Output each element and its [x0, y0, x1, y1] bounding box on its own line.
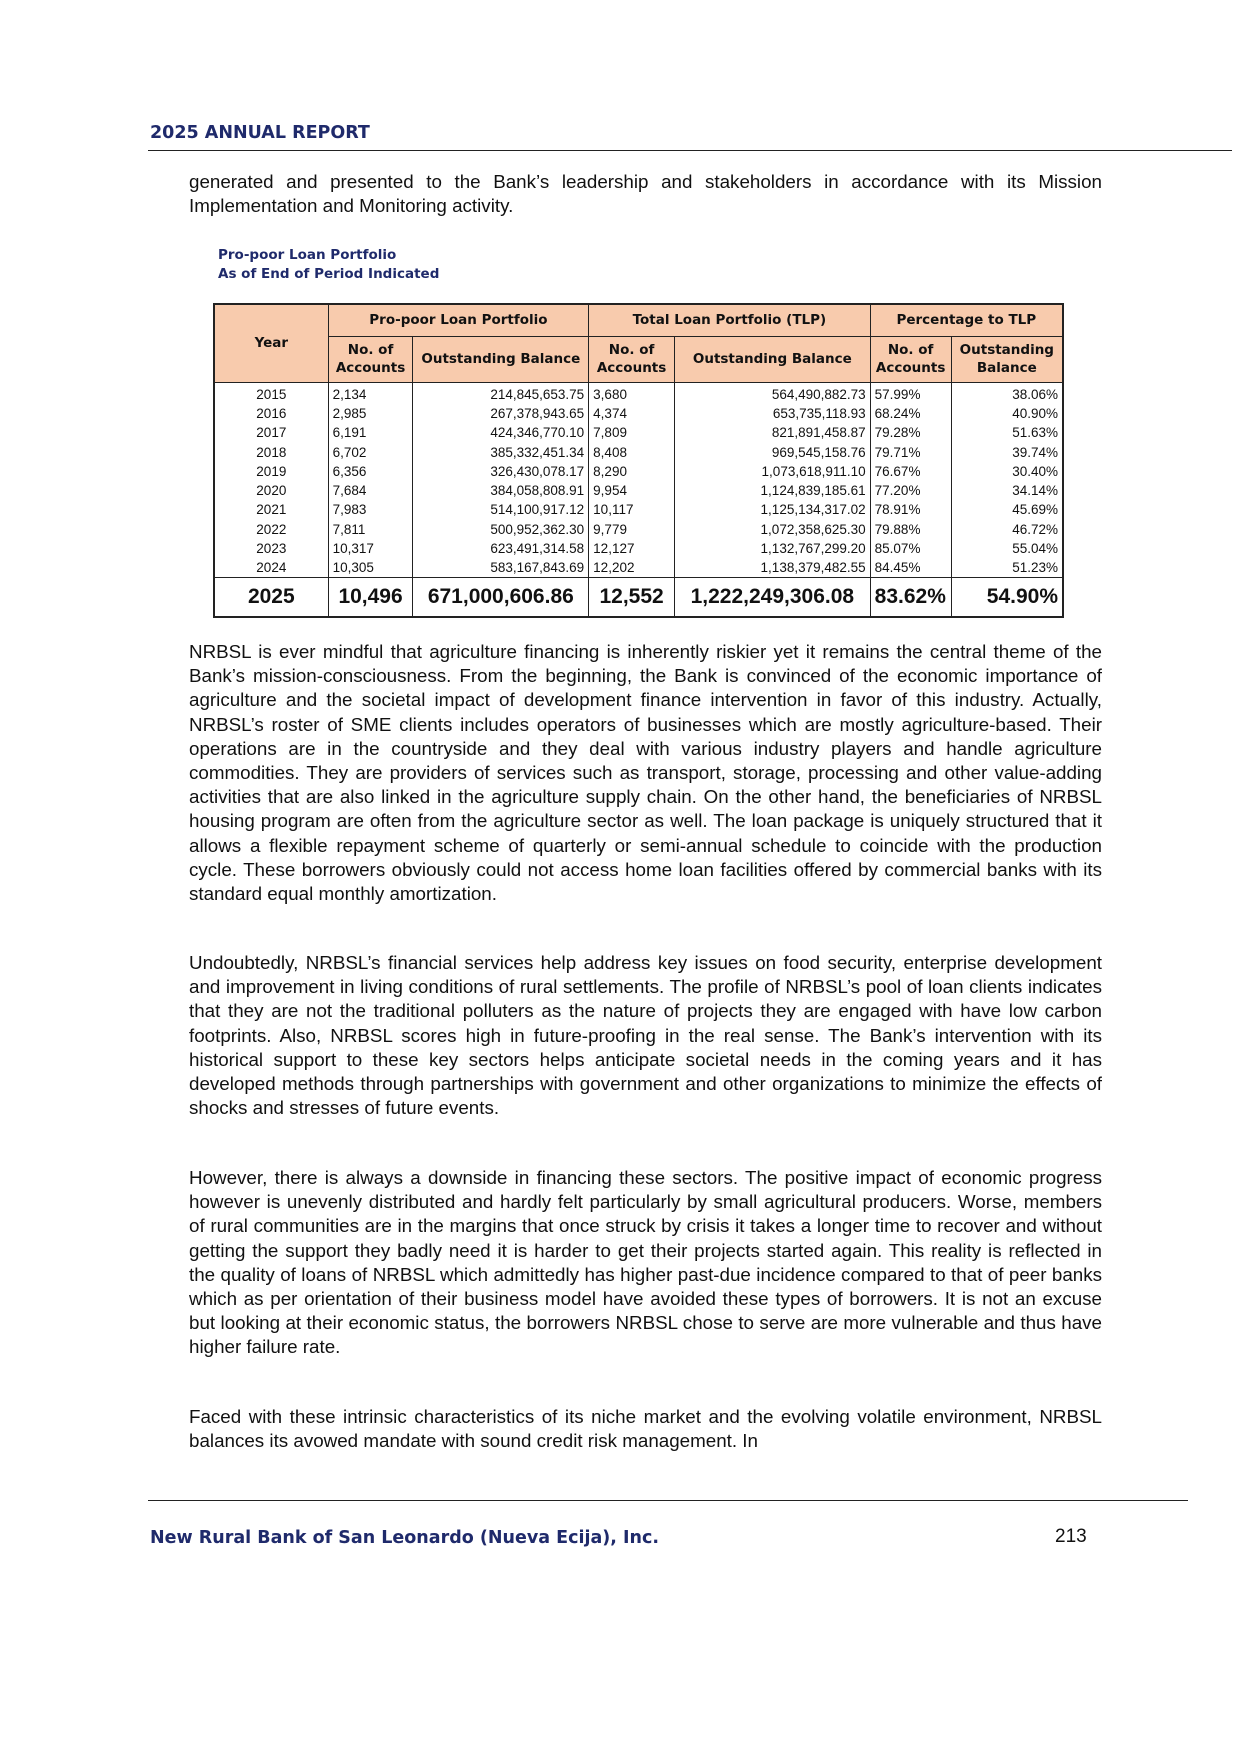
cell-pct-accounts: 79.88%: [870, 520, 951, 539]
cell-pct-balance: 30.40%: [951, 462, 1063, 481]
cell-year: 2023: [214, 539, 328, 558]
cell-propoor-accounts: 6,191: [328, 423, 413, 442]
group-header-total: Total Loan Portfolio (TLP): [589, 304, 870, 336]
col-header-total-accounts: No. of Accounts: [589, 336, 675, 382]
cell-total-balance: 1,124,839,185.61: [675, 481, 871, 500]
table-row: [214, 558, 1063, 578]
table-caption-title: Pro-poor Loan Portfolio: [218, 247, 397, 263]
body-paragraph: Faced with these intrinsic characteristics of its niche market and the evolving volatile environment, NRBSL balances its avowed mandate with sound credit risk management. In: [189, 1406, 1102, 1452]
cell-propoor-accounts: 6,702: [328, 442, 413, 461]
cell-pct-balance: 45.69%: [951, 500, 1063, 519]
cell-propoor-balance: 214,845,653.75: [413, 382, 589, 404]
cell-pct-accounts: 76.67%: [870, 462, 951, 481]
cell-total-accounts: 8,408: [589, 442, 675, 461]
header-divider: [148, 150, 1232, 151]
cell-total-accounts: 4,374: [589, 404, 675, 423]
group-header-propoor: Pro-poor Loan Portfolio: [328, 304, 589, 336]
cell-pct-accounts: 85.07%: [870, 539, 951, 558]
table-row: [214, 442, 1063, 461]
cell-pct-balance: 39.74%: [951, 442, 1063, 461]
cell-total-accounts: 12,552: [589, 578, 675, 618]
cell-propoor-balance: 267,378,943.65: [413, 404, 589, 423]
cell-total-balance: 1,072,358,625.30: [675, 520, 871, 539]
cell-pct-accounts: 78.91%: [870, 500, 951, 519]
footer-divider: [148, 1500, 1188, 1501]
cell-total-balance: 1,132,767,299.20: [675, 539, 871, 558]
cell-pct-balance: 51.63%: [951, 423, 1063, 442]
cell-pct-balance: 54.90%: [951, 578, 1063, 618]
cell-propoor-accounts: 7,684: [328, 481, 413, 500]
cell-total-balance: 1,073,618,911.10: [675, 462, 871, 481]
cell-propoor-accounts: 10,496: [328, 578, 413, 618]
cell-year: 2016: [214, 404, 328, 423]
col-header-propoor-accounts: No. of Accounts: [328, 336, 413, 382]
cell-year: 2021: [214, 500, 328, 519]
cell-total-accounts: 12,202: [589, 558, 675, 578]
cell-total-accounts: 12,127: [589, 539, 675, 558]
cell-propoor-accounts: 10,305: [328, 558, 413, 578]
table-row: [214, 462, 1063, 481]
cell-year: 2017: [214, 423, 328, 442]
cell-propoor-accounts: 10,317: [328, 539, 413, 558]
cell-total-accounts: 9,954: [589, 481, 675, 500]
cell-pct-balance: 34.14%: [951, 481, 1063, 500]
cell-propoor-accounts: 2,134: [328, 382, 413, 404]
table-caption: [218, 246, 439, 284]
cell-pct-accounts: 79.71%: [870, 442, 951, 461]
cell-pct-accounts: 57.99%: [870, 382, 951, 404]
cell-total-accounts: 3,680: [589, 382, 675, 404]
intro-paragraph: generated and presented to the Bank’s leadership and stakeholders in accordance with its Mission Implementation and Monitoring activity.: [189, 171, 1102, 217]
table-row: [214, 500, 1063, 519]
cell-propoor-balance: 424,346,770.10: [413, 423, 589, 442]
cell-pct-accounts: 77.20%: [870, 481, 951, 500]
cell-total-balance: 653,735,118.93: [675, 404, 871, 423]
cell-year: 2025: [214, 578, 328, 618]
footer-bank-name: New Rural Bank of San Leonardo (Nueva Ecija), Inc.: [150, 1528, 659, 1548]
body-paragraph: However, there is always a downside in financing these sectors. The positive impact of economic progress however is unevenly distributed and hardly felt particularly by small agricultural producers. Worse, members of rural communities are in the margins that once struck by crisis it takes a longer time to recover and without getting the support they badly need it is harder to get their projects started again. This reality is reflected in the quality of loans of NRBSL which admittedly has higher past-due incidence compared to that of peer banks which as per orientation of their business model have avoided these types of borrowers. It is not an excuse but looking at their economic status, the borrowers NRBSL chose to serve are more vulnerable and thus have higher failure rate.: [189, 1167, 1102, 1358]
cell-propoor-accounts: 6,356: [328, 462, 413, 481]
cell-pct-balance: 55.04%: [951, 539, 1063, 558]
cell-pct-accounts: 84.45%: [870, 558, 951, 578]
table-row: [214, 382, 1063, 404]
cell-year: 2022: [214, 520, 328, 539]
table-row: [214, 539, 1063, 558]
group-header-percentage: Percentage to TLP: [870, 304, 1063, 336]
cell-pct-balance: 38.06%: [951, 382, 1063, 404]
cell-propoor-balance: 583,167,843.69: [413, 558, 589, 578]
cell-total-balance: 1,138,379,482.55: [675, 558, 871, 578]
cell-total-accounts: 8,290: [589, 462, 675, 481]
cell-total-accounts: 9,779: [589, 520, 675, 539]
body-paragraph: NRBSL is ever mindful that agriculture financing is inherently riskier yet it remains the central theme of the Bank’s mission-consciousness. From the beginning, the Bank is convinced of the economic importance of agriculture and the societal impact of development finance intervention in favor of this industry. Actually, NRBSL’s roster of SME clients includes operators of businesses which are mostly agriculture-based. Their operations are in the countryside and they deal with various industry players and handle agriculture commodities. They are providers of services such as transport, storage, processing and other value-adding activities that are also linked in the agriculture supply chain. On the other hand, the beneficiaries of NRBSL housing program are often from the agriculture sector as well. The loan package is uniquely structured that it allows a flexible repayment scheme of quarterly or semi-annual schedule to coincide with the production cycle. These borrowers obviously could not access home loan facilities offered by commercial banks with its standard equal monthly amortization.: [189, 641, 1102, 905]
propoor-loan-table: [213, 303, 1064, 618]
cell-total-balance: 1,125,134,317.02: [675, 500, 871, 519]
col-header-total-balance: Outstanding Balance: [675, 336, 871, 382]
cell-pct-accounts: 68.24%: [870, 404, 951, 423]
cell-pct-accounts: 83.62%: [870, 578, 951, 618]
cell-pct-accounts: 79.28%: [870, 423, 951, 442]
page-number: 213: [1055, 1526, 1087, 1547]
cell-propoor-balance: 500,952,362.30: [413, 520, 589, 539]
cell-propoor-balance: 384,058,808.91: [413, 481, 589, 500]
table-row: [214, 404, 1063, 423]
col-header-pct-accounts: No. of Accounts: [870, 336, 951, 382]
cell-total-balance: 969,545,158.76: [675, 442, 871, 461]
cell-total-balance: 1,222,249,306.08: [675, 578, 871, 618]
cell-year: 2015: [214, 382, 328, 404]
table-row: [214, 481, 1063, 500]
cell-pct-balance: 46.72%: [951, 520, 1063, 539]
table-caption-subtitle: As of End of Period Indicated: [218, 266, 440, 282]
col-header-pct-balance: Outstanding Balance: [951, 336, 1063, 382]
report-header-title: 2025 ANNUAL REPORT: [150, 123, 370, 143]
cell-propoor-balance: 671,000,606.86: [413, 578, 589, 618]
cell-pct-balance: 51.23%: [951, 558, 1063, 578]
table-row: [214, 423, 1063, 442]
cell-total-accounts: 10,117: [589, 500, 675, 519]
cell-propoor-accounts: 7,811: [328, 520, 413, 539]
cell-total-balance: 821,891,458.87: [675, 423, 871, 442]
cell-propoor-balance: 326,430,078.17: [413, 462, 589, 481]
cell-year: 2024: [214, 558, 328, 578]
cell-propoor-balance: 514,100,917.12: [413, 500, 589, 519]
table-row-current-year: [214, 578, 1063, 618]
body-paragraph: Undoubtedly, NRBSL’s financial services help address key issues on food security, enterprise development and improvement in living conditions of rural settlements. The profile of NRBSL’s pool of loan clients indicates that they are not the traditional polluters as the nature of projects they are engaged with have low carbon footprints. Also, NRBSL scores high in future-proofing in the real sense. The Bank’s intervention with its historical support to these key sectors helps anticipate societal needs in the coming years and it has developed methods through partnerships with government and other organizations to minimize the effects of shocks and stresses of future events.: [189, 952, 1102, 1119]
cell-propoor-balance: 623,491,314.58: [413, 539, 589, 558]
cell-total-balance: 564,490,882.73: [675, 382, 871, 404]
cell-propoor-accounts: 2,985: [328, 404, 413, 423]
cell-year: 2018: [214, 442, 328, 461]
cell-year: 2020: [214, 481, 328, 500]
cell-year: 2019: [214, 462, 328, 481]
cell-total-accounts: 7,809: [589, 423, 675, 442]
cell-propoor-accounts: 7,983: [328, 500, 413, 519]
col-header-year: Year: [214, 304, 328, 382]
table-row: [214, 520, 1063, 539]
cell-pct-balance: 40.90%: [951, 404, 1063, 423]
cell-propoor-balance: 385,332,451.34: [413, 442, 589, 461]
col-header-propoor-balance: Outstanding Balance: [413, 336, 589, 382]
